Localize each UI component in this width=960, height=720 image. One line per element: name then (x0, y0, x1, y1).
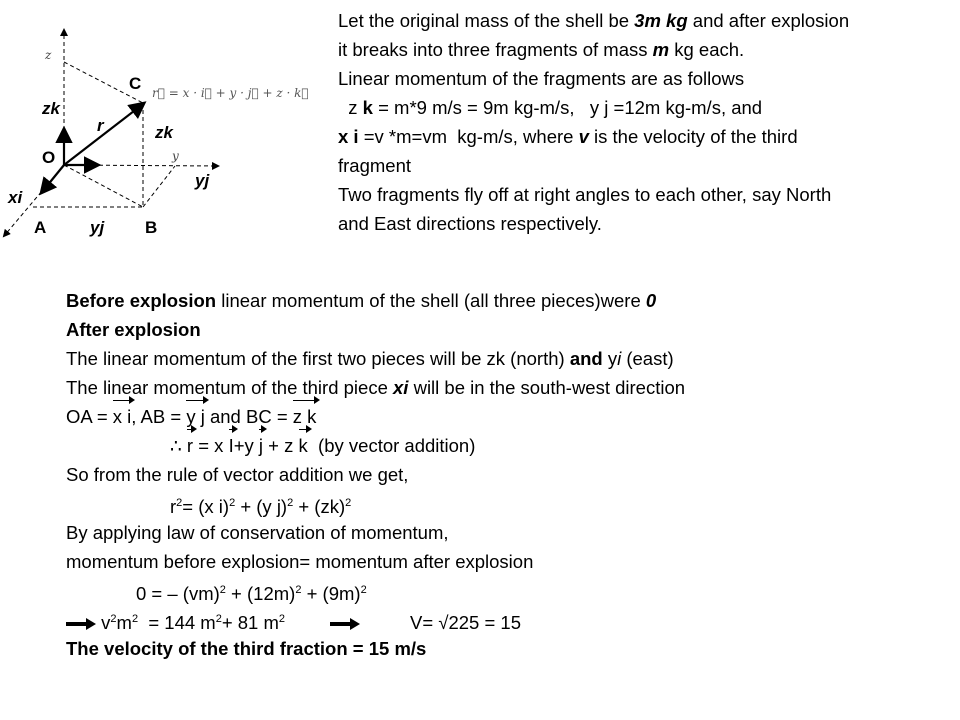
solution-result: The velocity of the third fraction = 15 m/s (66, 638, 427, 659)
intro-line-3: Linear momentum of the fragments are as follows (338, 68, 745, 89)
solution-line-3: The linear momentum of the first two pieces will be zk (north) and yi (east) (66, 348, 674, 369)
intro-line-6: fragment (338, 155, 412, 176)
yj-bottom-label: yj (90, 218, 105, 237)
position-vector-formula: r⃗ = x · i⃗ + y · j⃗ + z · k⃗ (152, 86, 309, 100)
intro-line-5: x i =v *m=vm kg-m/s, where v is the velocity of the third (338, 126, 798, 147)
point-a-label: A (34, 218, 47, 237)
point-c-label: C (129, 74, 142, 93)
vector-diagram (0, 0, 320, 250)
solution-line-2: After explosion (66, 319, 201, 340)
r-label: r (97, 116, 104, 135)
solution-line-1: Before explosion linear momentum of the shell (all three pieces)were 0 (66, 290, 657, 311)
implies-arrow-icon (66, 619, 96, 629)
intro-line-1: Let the original mass of the shell be 3m kg and after explosion (338, 10, 850, 31)
solution-line-4: The linear momentum of the third piece xi will be in the south-west direction (66, 377, 686, 398)
solution-line-9: By applying law of conservation of momentum, (66, 522, 449, 543)
yj-right-label: yj (195, 171, 210, 190)
intro-line-7: Two fragments fly off at right angles to each other, say North (338, 184, 832, 205)
solution-line-6: ∴ r = x I+y j + z k (by vector addition) (66, 431, 946, 460)
solution-line-10: momentum before explosion= momentum after explosion (66, 551, 534, 572)
zk-right-label: zk (155, 123, 173, 142)
zk-left-label: zk (42, 99, 60, 118)
z-axis-label: z (45, 48, 52, 62)
point-b-label: B (145, 218, 158, 237)
problem-statement (338, 6, 958, 238)
intro-line-2: it breaks into three fragments of mass m kg each. (338, 39, 745, 60)
intro-line-4: z k = m*9 m/s = 9m kg-m/s, y j =12m kg-m/s, and (338, 97, 763, 118)
solution-steps (66, 286, 946, 663)
xi-label: xi (8, 188, 23, 207)
y-axis-label: y (172, 149, 179, 163)
solution-line-8: $r^2= (x$ i)$^2$ + (y j)$^2$ + (zk)$^2$ (170, 496, 352, 518)
intro-line-8: and East directions respectively. (338, 213, 602, 234)
implies-arrow-icon-2 (330, 619, 360, 629)
solution-line-5: OA = x i, AB = y j and BC = z k (66, 402, 946, 431)
point-o-label: O (42, 148, 56, 167)
solution-line-7: So from the rule of vector addition we get, (66, 464, 409, 485)
solution-line-11: 0 = – $(vm)^2 + (12m)^2 + (9m)^2$ (136, 583, 367, 605)
solution-line-12: $v^2m^2 = 144$ $m^2+ 81$ $m^2$ V= √225 = 15 (66, 605, 946, 634)
